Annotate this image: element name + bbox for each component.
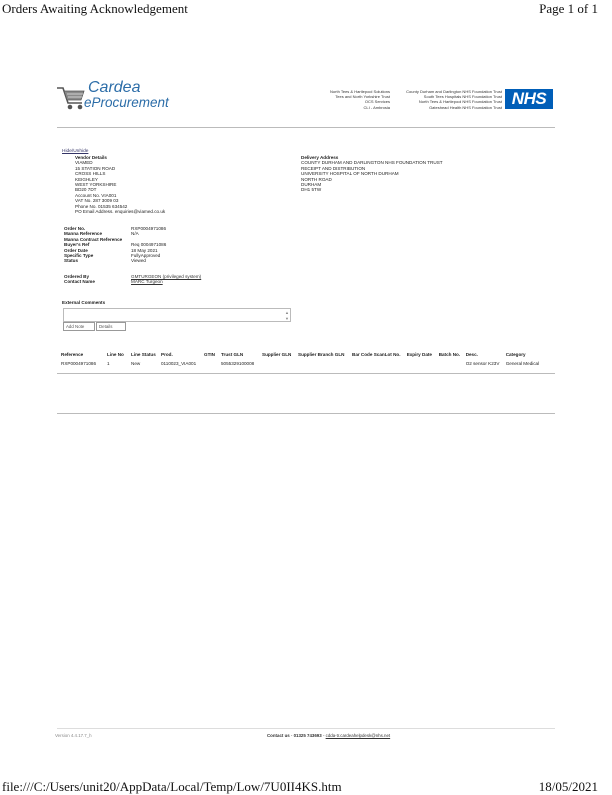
- order-no-label: Order No.: [64, 226, 86, 231]
- vendor-line: Account No. VIA001: [75, 192, 117, 198]
- order-date-label: Order Date: [64, 247, 88, 253]
- cell-expiry-date: [407, 358, 439, 369]
- external-comments-input[interactable]: [63, 308, 291, 322]
- org-right-line: North Tees & Hartlepool NHS Foundation Trust: [418, 99, 502, 105]
- org-left-line: OCS Services: [364, 99, 390, 105]
- organisations-right: [396, 89, 502, 110]
- table-row: [61, 358, 550, 369]
- contact-name-label: Contact Name: [64, 279, 95, 285]
- cell-line-no: 1: [107, 361, 110, 366]
- column-header: Reference: [61, 352, 84, 357]
- contact-us-label: Contact us: [267, 733, 290, 738]
- org-left-line: North Tees & Hartlepool Solutions: [330, 89, 390, 94]
- add-note-button[interactable]: Add Note: [63, 322, 95, 331]
- delivery-line: DH1 5TW: [301, 187, 322, 193]
- cell-category: General Medical: [505, 361, 540, 366]
- cell-bar-code-scan: [352, 358, 385, 369]
- column-header: Supplier Branch GLN: [298, 352, 345, 357]
- status-value: Viewed: [131, 258, 146, 264]
- cell-product: 0110023_VIA001: [161, 361, 197, 366]
- org-left-line: Tees and North Yorkshire Trust: [335, 94, 390, 100]
- version-text: Version 4.4.17.7_h: [55, 733, 92, 738]
- table-bottom-divider: [57, 373, 555, 374]
- vendor-line: BD20 7DT: [75, 187, 97, 193]
- manna-reference-value: N/A: [131, 231, 139, 237]
- vendor-line: PO Email Address. enquiries@viamed.co.uk: [75, 209, 166, 215]
- details-button[interactable]: Details: [96, 322, 126, 331]
- delivery-line: UNIVERSITY HOSPITAL OF NORTH DURHAM: [301, 171, 399, 177]
- column-header: GTIN: [204, 352, 215, 357]
- contact-phone: 01325 743693: [293, 733, 322, 738]
- organisations-left: [290, 89, 390, 110]
- footer-contact: Contact us - 01325 743693 - cdda-tr.cardeahelpdesk@nhs.net: [267, 733, 391, 738]
- footer-divider: [57, 728, 555, 729]
- status-label: Status: [64, 258, 79, 264]
- org-right-line: Gateshead Health NHS Foundation Trust: [429, 104, 502, 110]
- column-header: Prod.: [161, 352, 173, 357]
- print-header-page: Page 1 of 1: [539, 1, 598, 16]
- cell-line-status: New: [131, 361, 141, 366]
- delivery-line: COUNTY DURHAM AND DARLINGTON NHS FOUNDATION TRUST: [301, 160, 443, 166]
- cell-description: O2 sensor K23V: [465, 361, 500, 366]
- scroll-down-icon[interactable]: ▼: [285, 316, 289, 321]
- external-comments-label: External Comments: [62, 300, 106, 305]
- column-header: Desc.: [465, 352, 478, 357]
- manna-contract-label: Manna Contract Reference: [64, 236, 123, 242]
- content-bottom-divider: [57, 413, 555, 414]
- logo-line2: eProcurement: [84, 95, 169, 110]
- delivery-line: DURHAM: [301, 182, 322, 188]
- delivery-heading: Delivery Address: [301, 155, 339, 160]
- hide-unhide-link[interactable]: Hide/Unhide: [62, 149, 89, 154]
- org-right-line: County Durham and Darlington NHS Foundation Trust: [406, 89, 502, 94]
- vendor-line: 15 STATION ROAD: [75, 165, 116, 171]
- order-no-value: RXP0004971086: [131, 226, 166, 231]
- print-header-title: Orders Awaiting Acknowledgement: [2, 1, 188, 16]
- cell-trust-gln: 5055329100008: [221, 361, 255, 366]
- ordered-by-link[interactable]: GMTURGEON (privileged system): [131, 273, 202, 279]
- column-header: Line Status: [131, 352, 156, 357]
- column-header: Supplier GLN: [262, 352, 292, 357]
- column-header: Batch No.: [438, 352, 461, 357]
- order-field-values: [131, 226, 291, 285]
- org-left-line: CLI - Ambrosia: [363, 104, 390, 110]
- ordered-by-label: Ordered By: [64, 273, 90, 279]
- vendor-line: VIAMED: [75, 160, 93, 166]
- org-right-line: South Tees Hospitals NHS Foundation Trust: [423, 94, 502, 100]
- cell-batch-no: [439, 358, 466, 369]
- specific-type-value: FullyApproved: [131, 253, 161, 259]
- buyers-ref-label: Buyer's Ref: [64, 242, 90, 248]
- contact-email-link[interactable]: cdda-tr.cardeahelpdesk@nhs.net: [325, 733, 391, 738]
- cell-reference: RXP0004971086: [61, 361, 96, 366]
- table-header-row: [61, 351, 550, 358]
- vendor-line: KEIGHLEY: [75, 176, 98, 182]
- column-header: Trust GLN: [221, 352, 244, 357]
- vendor-line: VAT No. 287 3009 03: [75, 198, 119, 204]
- delivery-address: [301, 155, 501, 193]
- vendor-details: [75, 155, 255, 214]
- column-header: Category: [505, 352, 526, 357]
- column-header: Lot No.: [384, 352, 401, 357]
- cell-gtin: [204, 358, 221, 369]
- column-header: Expiry Date: [406, 352, 432, 357]
- order-lines-table: [61, 351, 550, 369]
- vendor-line: Phone No. 01535 634542: [75, 203, 128, 209]
- delivery-line: RECEIPT AND DISTRIBUTION: [301, 165, 366, 171]
- order-field-labels: [64, 226, 134, 285]
- print-footer-url: file:///C:/Users/unit20/AppData/Local/Temp/Low/7U0II4KS.htm: [2, 779, 342, 794]
- print-footer-date: 18/05/2021: [538, 779, 598, 794]
- specific-type-label: Specific Type: [64, 253, 94, 259]
- header-divider: [57, 127, 555, 128]
- buyers-ref-value: Req 0004971086: [131, 242, 167, 248]
- contact-name-link[interactable]: MARC Turgeon: [131, 279, 163, 285]
- nhs-logo: NHS: [505, 89, 553, 109]
- scroll-up-icon[interactable]: ▲: [285, 310, 289, 315]
- cell-lot-no: [385, 358, 407, 369]
- order-date-value: 18 May 2021: [131, 247, 158, 253]
- column-header: Bar Code Scan: [352, 352, 385, 357]
- delivery-line: NORTH ROAD: [301, 176, 332, 182]
- vendor-line: WEST YORKSHIRE: [75, 182, 117, 188]
- vendor-line: CROSS HILLS: [75, 171, 106, 177]
- cell-supplier-branch-gln: [298, 358, 352, 369]
- cardea-cart-logo-icon: [55, 83, 87, 113]
- column-header: Line No: [107, 352, 124, 357]
- vendor-heading: Vendor Details: [75, 155, 107, 160]
- logo-line1: Cardea: [88, 79, 141, 96]
- cell-supplier-gln: [262, 358, 298, 369]
- manna-reference-label: Manna Reference: [64, 231, 103, 237]
